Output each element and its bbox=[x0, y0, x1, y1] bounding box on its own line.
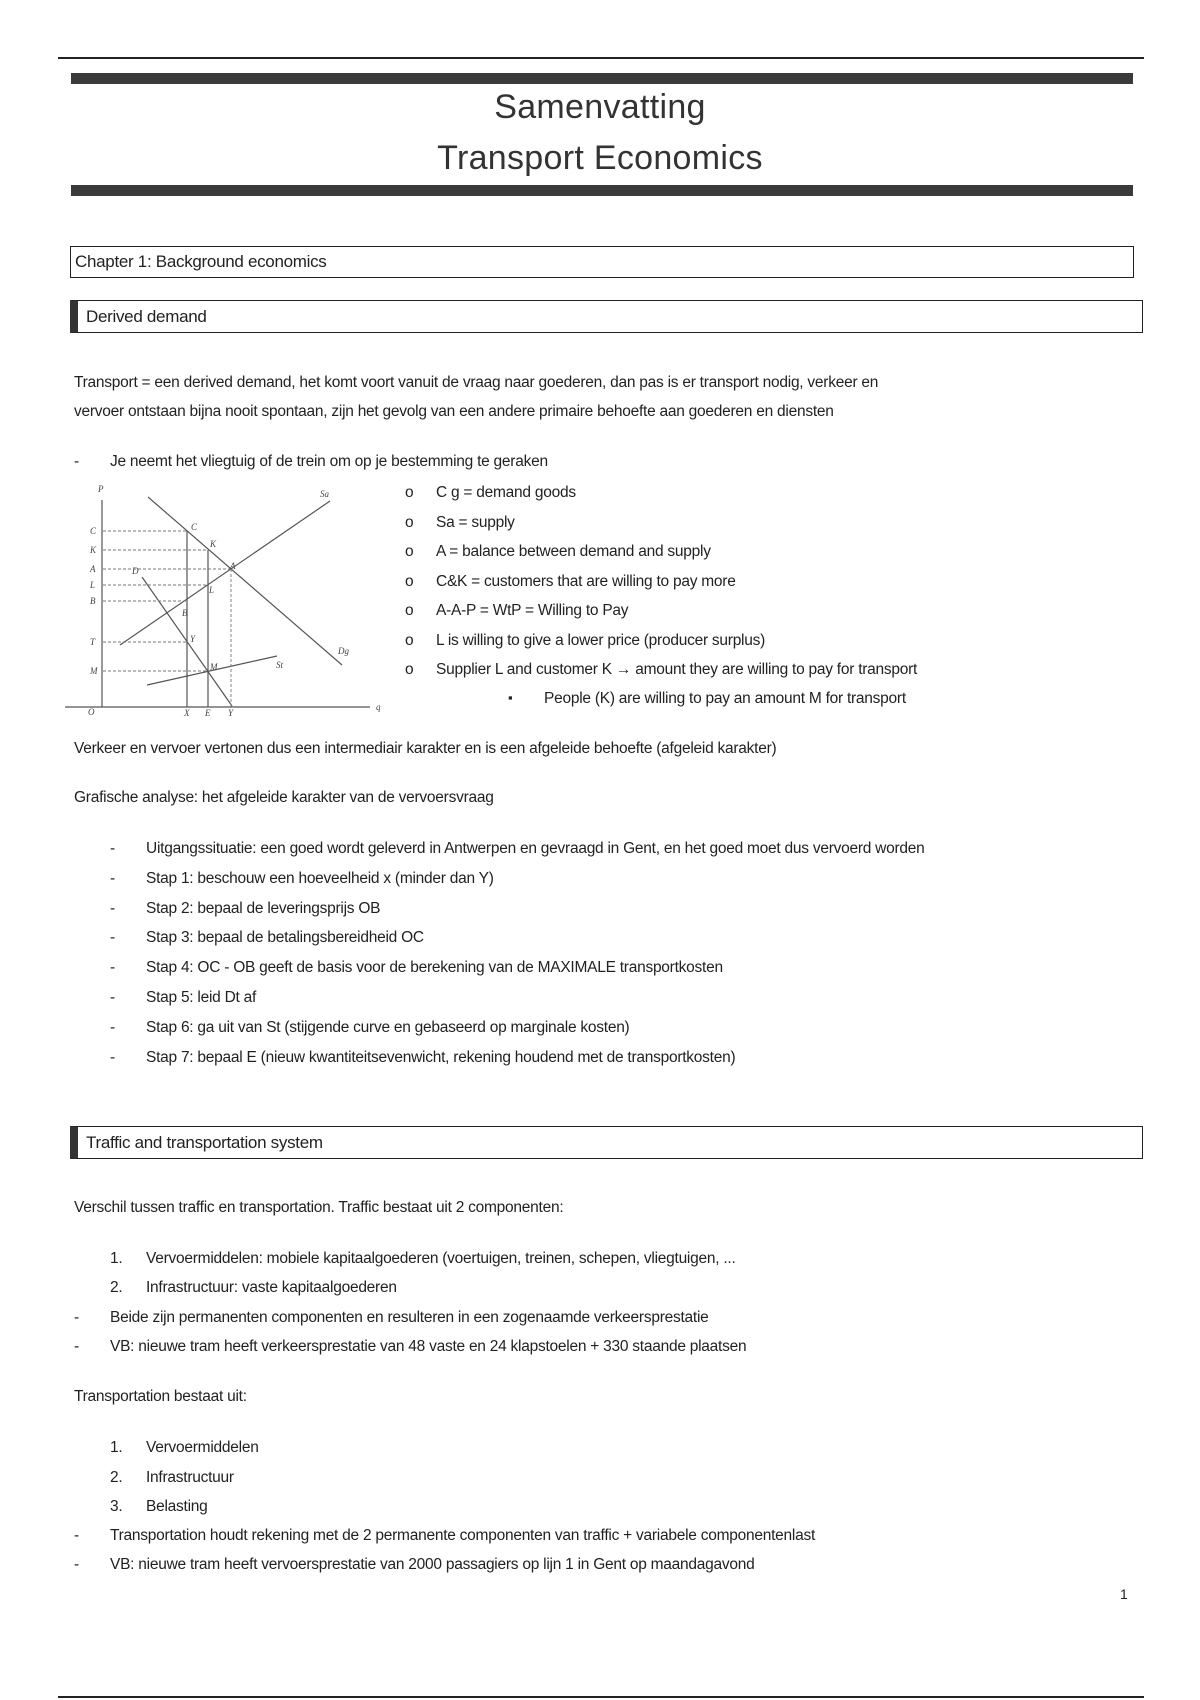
legend-item: C g = demand goods bbox=[436, 484, 576, 501]
axis-tick-k: K bbox=[90, 545, 97, 555]
note-item: Beide zijn permanenten componenten en resulteren in een zogenaamde verkeersprestatie bbox=[110, 1309, 709, 1326]
step-item: Stap 6: ga uit van St (stijgende curve en gebaseerd op marginale kosten) bbox=[146, 1018, 630, 1036]
point-b: B bbox=[182, 608, 188, 618]
paragraph-line: Transportation bestaat uit: bbox=[74, 1388, 247, 1405]
title-line-1: Samenvatting bbox=[494, 88, 706, 126]
axis-tick-a: A bbox=[90, 564, 96, 574]
sub-bullet-text: People (K) are willing to pay an amount M for transport bbox=[544, 690, 906, 707]
numbered-item-marker: 1. bbox=[110, 1250, 123, 1267]
axis-tick-l: L bbox=[90, 580, 96, 590]
note-item-marker: - bbox=[74, 1556, 79, 1573]
demand-line-dg bbox=[148, 497, 342, 665]
legend-item: C&K = customers that are willing to pay more bbox=[436, 572, 736, 590]
paragraph-line: Verkeer en vervoer vertonen dus een intermediair karakter en is een afgeleide behoefte (afgeleid karakter) bbox=[74, 740, 777, 757]
numbered-item: Belasting bbox=[146, 1498, 208, 1515]
step-item-marker: - bbox=[110, 989, 115, 1006]
point-y: Y bbox=[190, 634, 196, 644]
x-tick-e: E bbox=[205, 708, 211, 718]
step-item-marker: - bbox=[110, 899, 115, 917]
x-tick-x: X bbox=[184, 708, 190, 718]
supply-line-sa bbox=[120, 501, 330, 645]
legend-item-marker: o bbox=[405, 602, 414, 619]
square-bullet: ▪ bbox=[508, 690, 513, 705]
step-item: Stap 4: OC - OB geeft de basis voor de berekening van de MAXIMALE transportkosten bbox=[146, 959, 723, 977]
step-item: Stap 7: bepaal E (nieuw kwantiteitsevenwicht, rekening houdend met de transportkosten) bbox=[146, 1048, 736, 1066]
section-heading-text: Traffic and transportation system bbox=[86, 1132, 323, 1152]
legend-item: A = balance between demand and supply bbox=[436, 543, 711, 560]
step-item-marker: - bbox=[110, 840, 115, 857]
point-l: L bbox=[209, 585, 215, 595]
axis-label-p: P bbox=[98, 484, 104, 494]
label-st: St bbox=[276, 660, 284, 670]
numbered-item: Vervoermiddelen: mobiele kapitaalgoederen (voertuigen, treinen, schepen, vliegtuigen, ... bbox=[146, 1250, 736, 1267]
numbered-item: Infrastructuur bbox=[146, 1468, 234, 1486]
bullet-text: Je neemt het vliegtuig of de trein om op je bestemming te geraken bbox=[110, 453, 548, 470]
note-item: Transportation houdt rekening met de 2 permanente componenten van traffic + variabele componentenlast bbox=[110, 1527, 815, 1544]
supply-demand-diagram bbox=[60, 470, 400, 730]
legend-item-marker: o bbox=[405, 513, 414, 531]
section-heading-traffic bbox=[70, 1126, 1143, 1159]
legend-item-marker: o bbox=[405, 631, 414, 649]
legend-item: Supplier L and customer K → amount they are willing to pay for transport bbox=[436, 661, 918, 678]
legend-item: L is willing to give a lower price (producer surplus) bbox=[436, 631, 766, 649]
step-item-marker: - bbox=[110, 1048, 115, 1066]
note-item: VB: nieuwe tram heeft vervoersprestatie van 2000 passagiers op lijn 1 in Gent op maandagavond bbox=[110, 1556, 755, 1573]
point-a: A bbox=[230, 561, 236, 571]
step-item-marker: - bbox=[110, 1018, 115, 1036]
step-item-marker: - bbox=[110, 869, 115, 887]
numbered-item-marker: 2. bbox=[110, 1279, 123, 1296]
origin-label: O bbox=[88, 707, 95, 717]
step-item: Stap 5: leid Dt af bbox=[146, 989, 257, 1006]
note-item-marker: - bbox=[74, 1527, 79, 1544]
legend-item-marker: o bbox=[405, 572, 414, 590]
note-item-marker: - bbox=[74, 1309, 79, 1326]
label-dt: D bbox=[132, 566, 139, 576]
step-item: Stap 3: bepaal de betalingsbereidheid OC bbox=[146, 929, 424, 947]
top-rule bbox=[58, 57, 1144, 59]
x-tick-y: Y bbox=[228, 708, 234, 718]
section-heading-text: Derived demand bbox=[86, 306, 207, 326]
note-item: VB: nieuwe tram heeft verkeersprestatie van 48 vaste en 24 klapstoelen + 330 staande plaatsen bbox=[110, 1338, 747, 1355]
axis-tick-t: T bbox=[90, 637, 96, 647]
chapter-heading bbox=[70, 246, 1134, 278]
point-m: M bbox=[210, 662, 218, 672]
title-bar-bottom bbox=[71, 185, 1133, 196]
legend-item-marker: o bbox=[405, 484, 414, 501]
paragraph-line: Transport = een derived demand, het komt voort vanuit de vraag naar goederen, dan pas is er transport nodig, verkeer en bbox=[74, 374, 879, 391]
numbered-item: Vervoermiddelen bbox=[146, 1439, 259, 1456]
chapter-heading-text: Chapter 1: Background economics bbox=[75, 252, 327, 271]
legend-item-marker: o bbox=[405, 661, 414, 678]
step-item-marker: - bbox=[110, 959, 115, 977]
point-c: C bbox=[191, 522, 198, 532]
axis-tick-m: M bbox=[90, 666, 98, 676]
axis-tick-c: C bbox=[90, 526, 97, 536]
axis-tick-b: B bbox=[90, 596, 96, 606]
point-k: K bbox=[210, 539, 217, 549]
title-line-2: Transport Economics bbox=[437, 139, 763, 177]
legend-item-marker: o bbox=[405, 543, 414, 560]
numbered-item: Infrastructuur: vaste kapitaalgoederen bbox=[146, 1279, 397, 1296]
bullet-dash: - bbox=[74, 453, 79, 470]
step-item: Stap 2: bepaal de leveringsprijs OB bbox=[146, 899, 381, 917]
numbered-item-marker: 1. bbox=[110, 1439, 123, 1456]
page-number: 1 bbox=[1120, 1586, 1128, 1602]
note-item-marker: - bbox=[74, 1338, 79, 1355]
legend-item: Sa = supply bbox=[436, 513, 515, 531]
numbered-item-marker: 3. bbox=[110, 1498, 123, 1515]
bottom-rule bbox=[58, 1696, 1144, 1698]
paragraph-line: vervoer ontstaan bijna nooit spontaan, zijn het gevolg van een andere primaire behoefte aan goederen en diensten bbox=[74, 403, 834, 420]
step-item-marker: - bbox=[110, 929, 115, 947]
legend-item: A-A-P = WtP = Willing to Pay bbox=[436, 602, 629, 619]
axis-label-q: q bbox=[376, 702, 381, 712]
paragraph-line: Verschil tussen traffic en transportation. Traffic bestaat uit 2 componenten: bbox=[74, 1199, 564, 1216]
label-dg: Dg bbox=[338, 646, 349, 656]
title-bar-top bbox=[71, 73, 1133, 84]
step-item: Uitgangssituatie: een goed wordt geleverd in Antwerpen en gevraagd in Gent, en het goed moet dus vervoerd worden bbox=[146, 840, 925, 857]
label-sa: Sa bbox=[320, 489, 329, 499]
numbered-item-marker: 2. bbox=[110, 1468, 123, 1486]
section-heading-derived-demand bbox=[70, 300, 1143, 333]
paragraph-line: Grafische analyse: het afgeleide karakter van de vervoersvraag bbox=[74, 789, 494, 806]
step-item: Stap 1: beschouw een hoeveelheid x (minder dan Y) bbox=[146, 869, 494, 887]
